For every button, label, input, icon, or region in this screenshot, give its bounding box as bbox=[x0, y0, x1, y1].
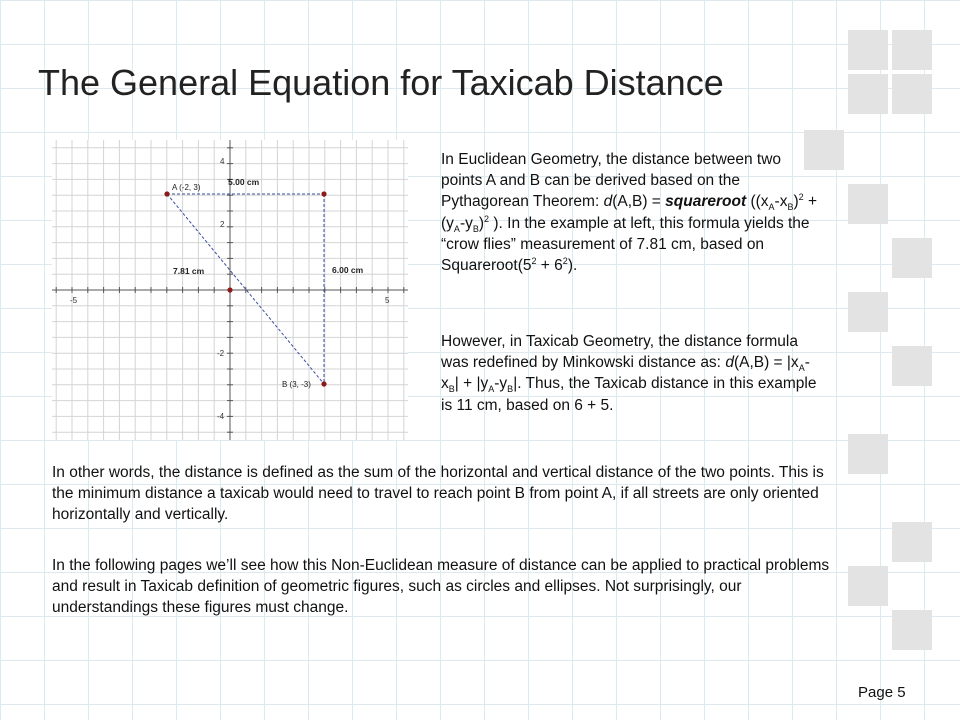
coordinate-graph bbox=[52, 140, 408, 440]
horizontal-distance-label: 5.00 cm bbox=[228, 177, 260, 187]
page-number: Page 5 bbox=[858, 684, 906, 701]
y-tick-label: 2 bbox=[220, 220, 225, 229]
definition-paragraph: In other words, the distance is defined as the sum of the horizontal and vertical distance of the two points. This is the minimum distance a taxicab would need to travel to reach point B from point A, if all streets are only oriented horizontally and vertically. bbox=[52, 464, 824, 524]
y-tick-label: -2 bbox=[217, 349, 225, 358]
euclidean-paragraph: In Euclidean Geometry, the distance between two points A and B can be derived based on the Pythagorean Theorem: d(A,B) = squareroot ($(x_A-x_B)^2 + (y_A-y_B)^2$ ). In the example at left, this formula yields the “crow flies” measurement of 7.81 cm, based on $Squareroot(5^2 + 6^2)$. bbox=[441, 151, 818, 275]
origin-marker bbox=[227, 287, 232, 292]
point-b-label: B (3, -3) bbox=[282, 380, 311, 389]
point-a-label: A (-2, 3) bbox=[172, 183, 201, 192]
point-a-marker bbox=[164, 191, 169, 196]
corner-marker bbox=[321, 191, 326, 196]
point-b-marker bbox=[321, 381, 326, 386]
x-tick-label: -5 bbox=[70, 296, 78, 305]
y-tick-label: 4 bbox=[220, 157, 225, 166]
page-title: The General Equation for Taxicab Distance bbox=[38, 62, 724, 103]
following-pages-paragraph: In the following pages we’ll see how this Non-Euclidean measure of distance can be applied to practical problems and result in Taxicab definition of geometric figures, such as circles and ellipses. Not surprisingly, our understandings these figures must change. bbox=[52, 557, 830, 617]
y-tick-label: -4 bbox=[217, 412, 225, 421]
diagonal-distance-label: 7.81 cm bbox=[173, 266, 205, 276]
x-tick-label: 5 bbox=[385, 296, 390, 305]
vertical-distance-label: 6.00 cm bbox=[332, 265, 364, 275]
taxicab-paragraph: However, in Taxicab Geometry, the distance formula was redefined by Minkowski distance as: $d(A,B) = |x_A-x_B| + |y_A-y_B|$. Thus, the Taxicab distance in this example is 11 cm, based on 6 + 5. bbox=[441, 333, 817, 414]
